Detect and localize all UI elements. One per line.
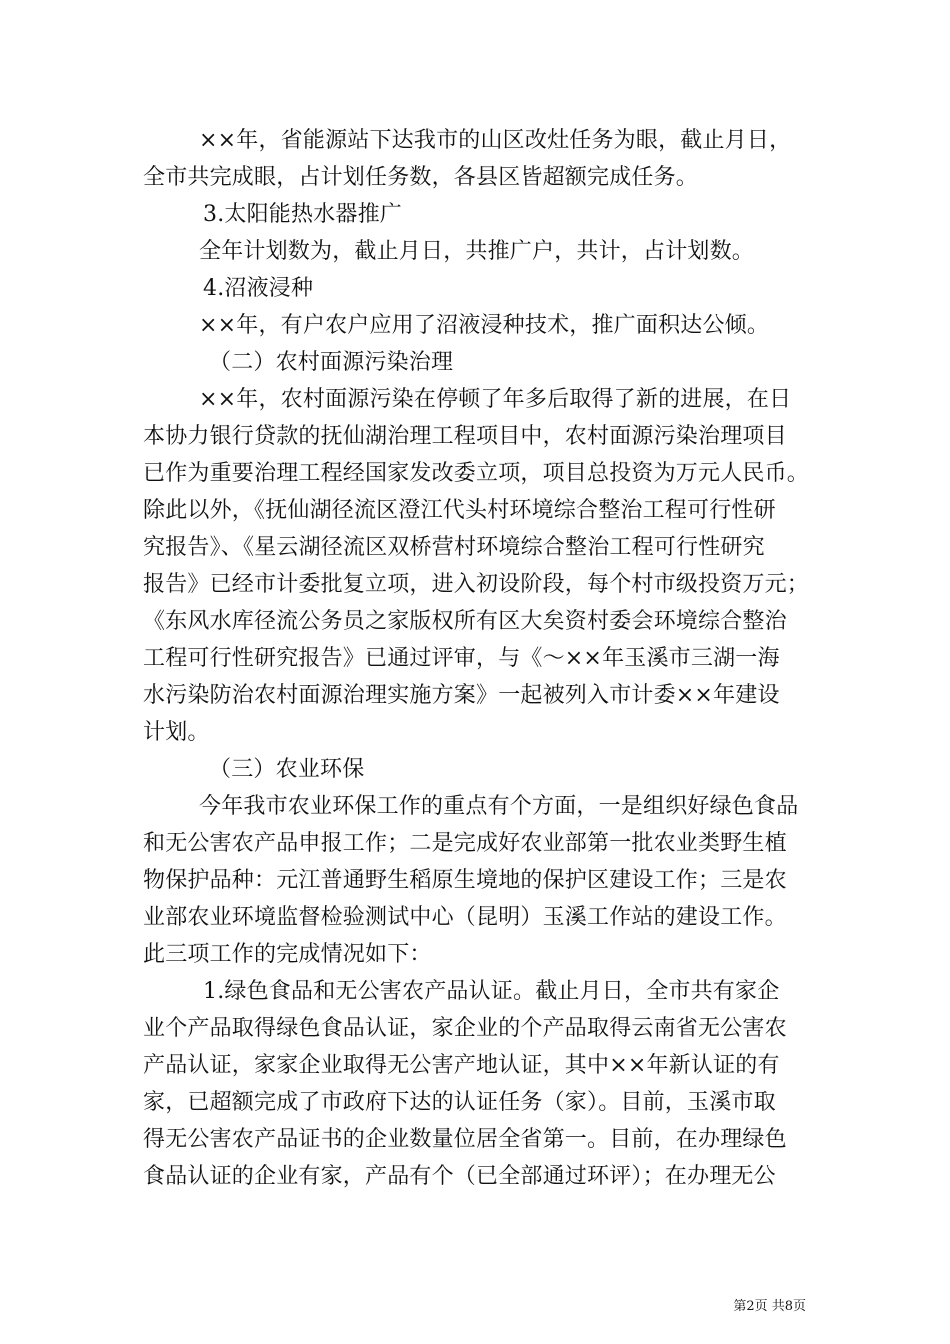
paragraph-line: ××年，农村面源污染在停顿了年多后取得了新的进展，在日 — [199, 387, 792, 412]
section-heading: 3.太阳能热水器推广 — [203, 202, 402, 227]
paragraph-line: 今年我市农业环保工作的重点有个方面，一是组织好绿色食品 — [199, 794, 799, 819]
paragraph-line: 食品认证的企业有家，产品有个（已全部通过环评）；在办理无公 — [143, 1164, 776, 1189]
section-heading: 4.沼液浸种 — [203, 276, 314, 301]
paragraph-line: 工程可行性研究报告》已通过评审，与《～××年玉溪市三湖一海 — [143, 646, 780, 671]
section-heading: （二）农村面源污染治理 — [209, 350, 454, 375]
paragraph-line: ××年，省能源站下达我市的山区改灶任务为眼，截止月日， — [199, 128, 792, 153]
paragraph-line: 业个产品取得绿色食品认证，家企业的个产品取得云南省无公害农 — [143, 1016, 787, 1041]
paragraph-line: 《东风水库径流公务员之家版权所有区大矣资村委会环境综合整治 — [143, 609, 787, 634]
paragraph-line: 和无公害农产品申报工作；二是完成好农业部第一批农业类野生植 — [143, 831, 787, 856]
page-number: 第2页 共8页 — [733, 1299, 806, 1314]
paragraph-line: 报告》已经市计委批复立项，进入初设阶段，每个村市级投资万元； — [143, 572, 810, 597]
paragraph-line: 家，已超额完成了市政府下达的认证任务（家）。目前，玉溪市取 — [143, 1090, 776, 1115]
paragraph-line: 产品认证，家家企业取得无公害产地认证，其中××年新认证的有 — [143, 1053, 780, 1078]
paragraph-line: ××年，有户农户应用了沼液浸种技术，推广面积达公倾。 — [199, 313, 770, 338]
section-heading: （三）农业环保 — [209, 757, 365, 782]
paragraph-line: 已作为重要治理工程经国家发改委立项，项目总投资为万元人民币。 — [143, 461, 810, 486]
paragraph-line: 水污染防治农村面源治理实施方案》一起被列入市计委××年建设 — [143, 683, 780, 708]
paragraph-line: 计划。 — [143, 720, 210, 745]
paragraph-line: 业部农业环境监督检验测试中心（昆明）玉溪工作站的建设工作。 — [143, 905, 787, 930]
paragraph-line: 本协力银行贷款的抚仙湖治理工程项目中，农村面源污染治理项目 — [143, 424, 787, 449]
paragraph-line: 1.绿色食品和无公害农产品认证。截止月日，全市共有家企 — [203, 979, 780, 1004]
paragraph-line: 此三项工作的完成情况如下： — [143, 942, 432, 967]
document-body — [143, 122, 813, 1195]
paragraph-line: 除此以外，《抚仙湖径流区澄江代头村环境综合整治工程可行性研 — [143, 498, 776, 523]
paragraph-line: 得无公害农产品证书的企业数量位居全省第一。目前，在办理绿色 — [143, 1127, 787, 1152]
paragraph-line: 全年计划数为，截止月日，共推广户，共计，占计划数。 — [199, 239, 755, 264]
paragraph-line: 物保护品种：元江普通野生稻原生境地的保护区建设工作；三是农 — [143, 868, 787, 893]
paragraph-line: 究报告》、《星云湖径流区双桥营村环境综合整治工程可行性研究 — [143, 535, 765, 560]
paragraph-line: 全市共完成眼，占计划任务数，各县区皆超额完成任务。 — [143, 165, 699, 190]
